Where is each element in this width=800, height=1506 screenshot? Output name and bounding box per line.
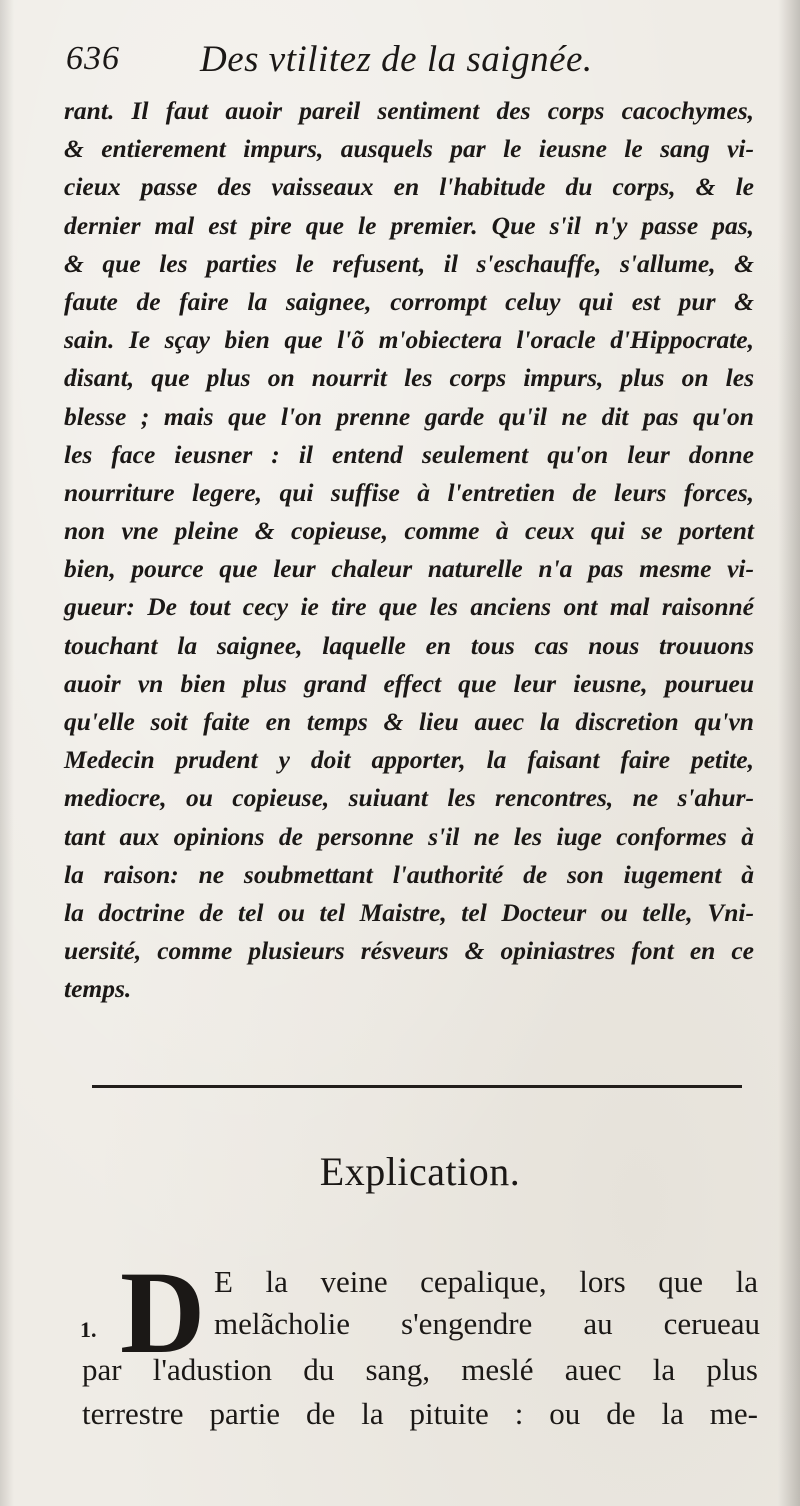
page-edge-shadow bbox=[778, 0, 800, 1506]
text-line: cieux passe des vaisseaux en l'habitude du corps, & le bbox=[64, 172, 754, 202]
text-line: nourriture legere, qui suffise à l'entretien de leurs forces, bbox=[64, 477, 754, 507]
section-title: Explication. bbox=[319, 1149, 521, 1194]
text-line: & entierement impurs, ausquels par le ieusne le sang vi- bbox=[64, 134, 754, 164]
text-line: faute de faire la saignee, corrompt celuy qui est pur & bbox=[64, 286, 754, 316]
text-line: terrestre partie de la pituite : ou de la me- bbox=[82, 1396, 758, 1431]
text-line: les face ieusner : il entend seulement qu'on leur donne bbox=[64, 439, 754, 469]
running-head: Des vtilitez de la saignée. bbox=[200, 39, 593, 80]
section-divider bbox=[92, 1085, 742, 1088]
text-line: la raison: ne soubmettant l'authorité de son iugement à bbox=[64, 859, 754, 889]
text-line: uersité, comme plusieurs résveurs & opiniastres font en ce bbox=[64, 936, 754, 966]
text-line: disant, que plus on nourrit les corps impurs, plus on les bbox=[64, 363, 754, 393]
text-line: temps. bbox=[64, 974, 132, 1004]
text-line: Medecin prudent y doit apporter, la faisant faire petite, bbox=[64, 745, 754, 775]
text-line: mediocre, ou copieuse, suiuant les rencontres, ne s'ahur- bbox=[64, 783, 754, 813]
text-line: melãcholie s'engendre au cerueau bbox=[214, 1306, 760, 1341]
text-line: dernier mal est pire que le premier. Que s'il n'y passe pas, bbox=[64, 210, 754, 240]
gutter-shadow bbox=[0, 0, 14, 1506]
explication-paragraph bbox=[80, 1247, 760, 1492]
text-line: tant aux opinions de personne s'il ne les iuge conformes à bbox=[64, 821, 754, 851]
text-line: E la veine cepalique, lors que la bbox=[214, 1264, 758, 1299]
text-line: sain. Ie sçay bien que l'õ m'obiectera l'oracle d'Hippocrate, bbox=[64, 325, 754, 355]
text-line: bien, pource que leur chaleur naturelle n'a pas mesme vi- bbox=[64, 554, 754, 584]
text-line: gueur: De tout cecy ie tire que les anciens ont mal raisonné bbox=[64, 592, 754, 622]
body-text bbox=[64, 92, 754, 1009]
text-line: & que les parties le refusent, il s'eschauffe, s'allume, & bbox=[64, 248, 754, 278]
text-line: non vne pleine & copieuse, comme à ceux qui se portent bbox=[64, 516, 754, 546]
text-line: la doctrine de tel ou tel Maistre, tel Docteur ou telle, Vni- bbox=[64, 897, 754, 927]
text-line: par l'adustion du sang, meslé auec la plus bbox=[82, 1352, 758, 1387]
text-line: auoir vn bien plus grand effect que leur ieusne, pourueu bbox=[64, 668, 754, 698]
drop-cap: D bbox=[120, 1247, 206, 1378]
page-number: 636 bbox=[66, 40, 120, 77]
text-line: touchant la saignee, laquelle en tous cas nous trouuons bbox=[64, 630, 754, 660]
text-line: blesse ; mais que l'on prenne garde qu'il ne dit pas qu'on bbox=[64, 401, 754, 431]
text-line: qu'elle soit faite en temps & lieu auec la discretion qu'vn bbox=[64, 707, 754, 736]
page-header bbox=[66, 40, 746, 90]
marginal-number: 1. bbox=[80, 1317, 97, 1342]
text-line: rant. Il faut auoir pareil sentiment des corps cacochymes, bbox=[64, 96, 754, 125]
